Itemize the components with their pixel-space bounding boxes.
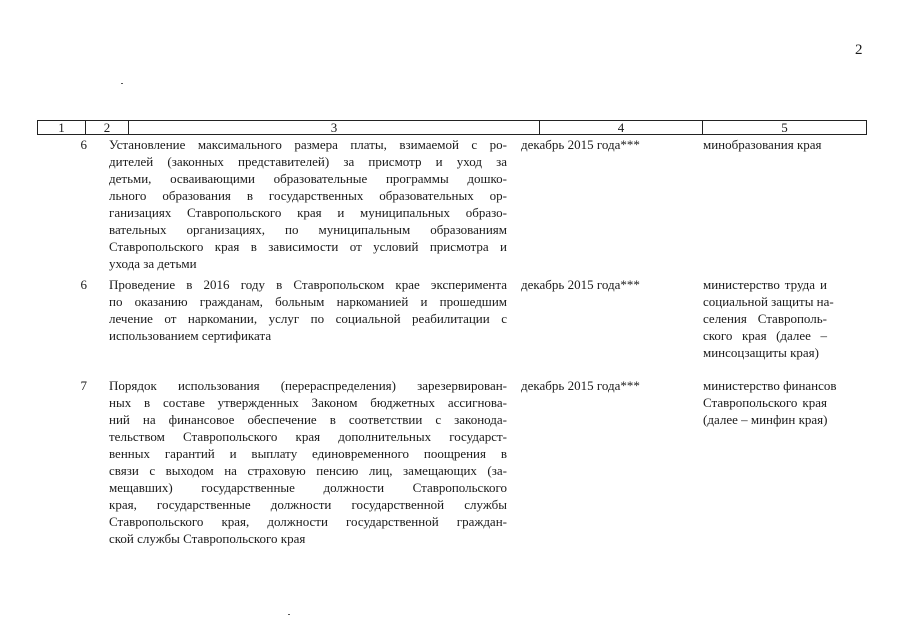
responsible-line: ского края (далее – (703, 328, 827, 343)
row-number: 7 (80, 378, 87, 393)
description-line: ской службы Ставропольского края (109, 531, 306, 546)
column-header-4: 4 (540, 121, 703, 134)
description-line: ний на финансовое обеспечение в соответствии с законода- (109, 412, 507, 427)
description-line: Ставропольского края в зависимости от условий присмотра и (109, 239, 507, 254)
responsible-line: социальной защиты на- (703, 294, 834, 309)
responsible-line: минсоцзащиты края) (703, 345, 819, 360)
row-number: 6 (80, 277, 87, 292)
row-deadline: декабрь 2015 года*** (521, 378, 640, 393)
row-deadline: декабрь 2015 года*** (521, 277, 640, 292)
page-number: 2 (855, 42, 863, 58)
description-line: венных гарантий и выплату единовременного поощрения в (109, 446, 507, 461)
row-description (109, 136, 507, 276)
column-header-3: 3 (129, 121, 540, 134)
row-description (109, 276, 507, 377)
table-row (37, 276, 867, 377)
responsible-line: Ставропольского края (703, 395, 827, 410)
row-responsible (667, 276, 834, 377)
responsible-line: министерство финансов (703, 378, 837, 393)
description-line: Установление максимального размера платы, взимаемой с ро- (109, 137, 507, 152)
description-line: дителей (законных представителей) за присмотр и уход за (109, 154, 507, 169)
responsible-line: минобразования края (703, 137, 822, 152)
row-responsible (667, 136, 827, 276)
table-header-row (37, 120, 867, 135)
row-responsible (667, 377, 837, 557)
row-deadline: декабрь 2015 года*** (521, 137, 640, 152)
description-line: края, государственные должности государственной службы (109, 497, 507, 512)
description-line: Ставропольского края, должности государственной граждан- (109, 514, 507, 529)
column-header-2: 2 (86, 121, 129, 134)
description-line: использованием сертификата (109, 328, 272, 343)
scan-speck (288, 614, 290, 615)
description-line: связи с выходом на страховую пенсию лиц, замещающих (за- (109, 463, 507, 478)
description-line: ухода за детьми (109, 256, 197, 271)
description-line: мещавших) государственные должности Ставропольского (109, 480, 507, 495)
description-line: детьми, осваивающими образовательные программы дошко- (109, 171, 507, 186)
row-number: 6 (80, 137, 87, 152)
scan-speck (121, 83, 123, 84)
row-description (109, 377, 507, 557)
description-line: ганизациях Ставропольского края и муниципальных образо- (109, 205, 507, 220)
table-row (37, 377, 867, 557)
description-line: Порядок использования (перераспределения) зарезервирован- (109, 378, 507, 393)
table-row (37, 136, 867, 276)
description-line: по оказанию гражданам, больным наркоманией и прошедшим (109, 294, 507, 309)
responsible-line: министерство труда и (703, 277, 827, 292)
table-body (37, 136, 867, 557)
description-line: вательных организациях, по муниципальным образованиям (109, 222, 507, 237)
responsible-line: (далее – минфин края) (703, 412, 828, 427)
responsible-line: селения Ставрополь- (703, 311, 827, 326)
description-line: Проведение в 2016 году в Ставропольском крае эксперимента (109, 277, 507, 292)
description-line: ных в составе утвержденных Законом бюджетных ассигнова- (109, 395, 507, 410)
description-line: лечение от наркомании, услуг по социальной реабилитации с (109, 311, 507, 326)
column-header-5: 5 (781, 120, 788, 135)
description-line: тельством Ставропольского края дополнительных государст- (109, 429, 507, 444)
description-line: льного образования в государственных образовательных ор- (109, 188, 507, 203)
column-header-1: 1 (38, 121, 86, 134)
